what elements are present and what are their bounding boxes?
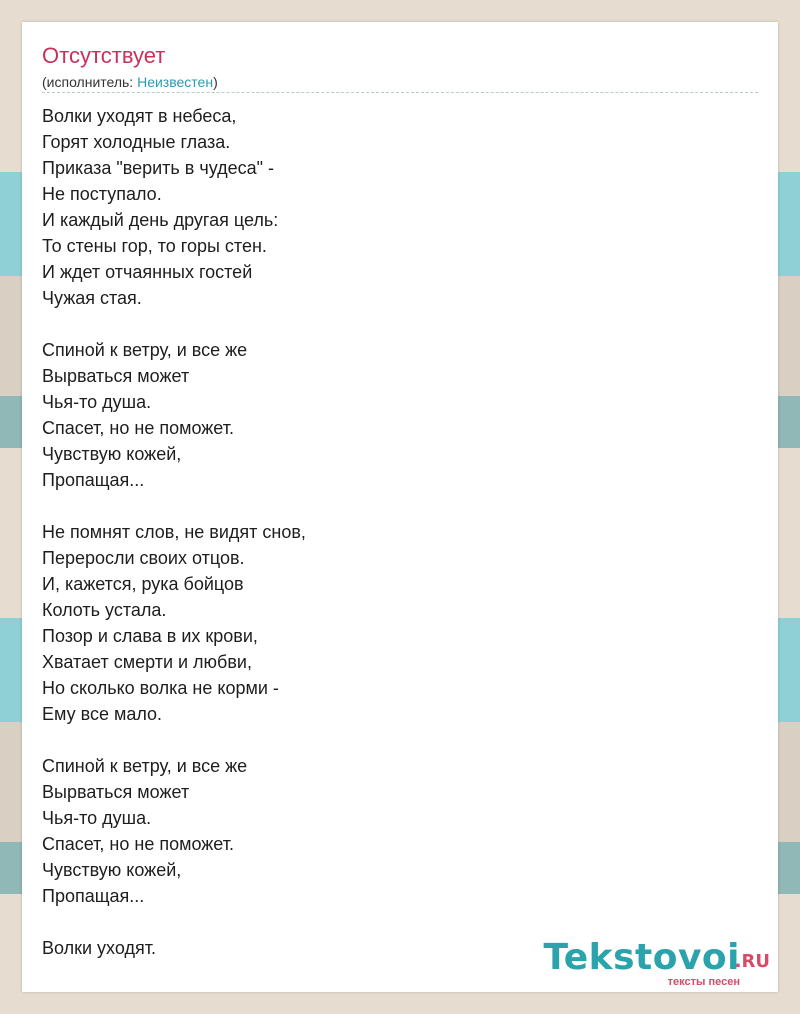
- lyric-line: Спиной к ветру, и все же: [42, 756, 248, 776]
- lyric-line: Чья-то душа.: [42, 808, 152, 828]
- lyric-line: Волки уходят в небеса,: [42, 106, 237, 126]
- lyric-line: Колоть устала.: [42, 600, 167, 620]
- lyric-line: Пропащая...: [42, 470, 145, 490]
- lyrics-body: [42, 103, 742, 961]
- stanza: [42, 337, 742, 493]
- lyric-line: Спасет, но не поможет.: [42, 418, 234, 438]
- lyric-line: Но сколько волка не корми -: [42, 678, 279, 698]
- lyric-line: Не помнят слов, не видят снов,: [42, 522, 306, 542]
- lyric-line: Переросли своих отцов.: [42, 548, 245, 568]
- lyric-line: Вырваться может: [42, 366, 190, 386]
- site-logo[interactable]: [540, 936, 770, 992]
- header-divider: [42, 92, 758, 93]
- artist-suffix: ): [213, 74, 218, 90]
- lyric-line: Волки уходят.: [42, 938, 156, 958]
- lyric-line: Спасет, но не поможет.: [42, 834, 234, 854]
- stanza: [42, 753, 742, 909]
- lyrics-card: [22, 22, 778, 992]
- song-title: Отсутствует: [42, 43, 166, 68]
- lyric-line: Вырваться может: [42, 782, 190, 802]
- lyric-line: Чувствую кожей,: [42, 444, 182, 464]
- logo-tagline: тексты песен: [667, 976, 740, 988]
- lyric-line: Приказа "верить в чудеса" -: [42, 158, 275, 178]
- lyric-line: Чувствую кожей,: [42, 860, 182, 880]
- lyric-line: Чья-то душа.: [42, 392, 152, 412]
- lyric-line: Горят холодные глаза.: [42, 132, 231, 152]
- lyric-line: И ждет отчаянных гостей: [42, 262, 253, 282]
- lyric-line: И каждый день другая цель:: [42, 210, 279, 230]
- lyric-line: Спиной к ветру, и все же: [42, 340, 248, 360]
- artist-link[interactable]: Неизвестен: [137, 74, 214, 90]
- lyric-line: Не поступало.: [42, 184, 162, 204]
- lyric-line: Хватает смерти и любви,: [42, 652, 252, 672]
- artist-prefix: (исполнитель:: [42, 74, 138, 90]
- logo-domain: .RU: [734, 951, 770, 972]
- lyric-line: Чужая стая.: [42, 288, 142, 308]
- lyric-line: Позор и слава в их крови,: [42, 626, 258, 646]
- lyric-line: Ему все мало.: [42, 704, 163, 724]
- artist-line: [42, 73, 218, 91]
- lyric-line: И, кажется, рука бойцов: [42, 574, 244, 594]
- lyric-line: То стены гор, то горы стен.: [42, 236, 267, 256]
- stanza: [42, 103, 742, 311]
- logo-wordmark: Tekstovoi: [543, 937, 740, 978]
- stanza: [42, 519, 742, 727]
- lyric-line: Пропащая...: [42, 886, 145, 906]
